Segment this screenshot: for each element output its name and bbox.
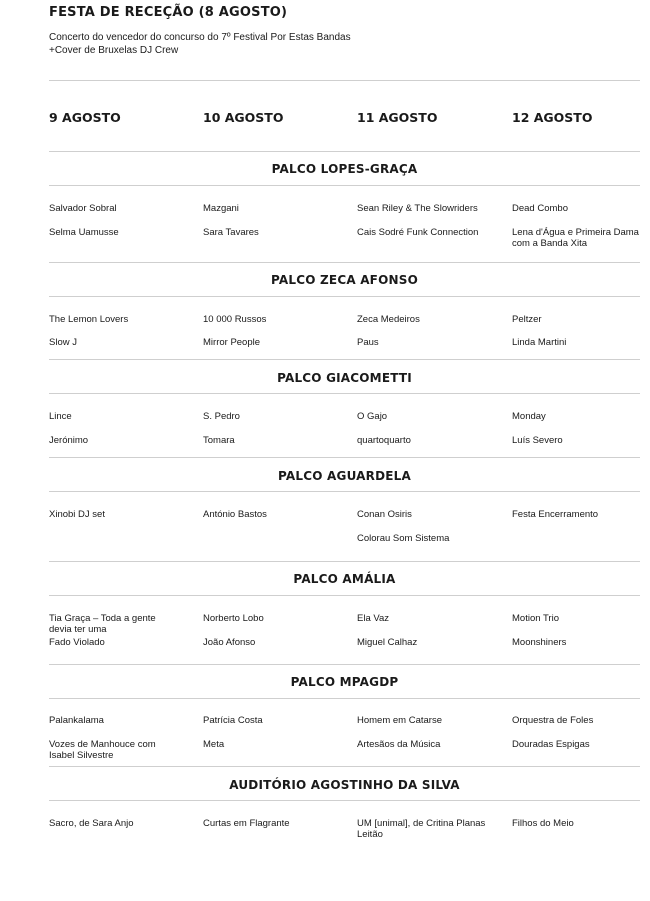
artist-name: Monday [512,411,546,422]
divider [49,457,640,458]
artist-name: Jerónimo [49,435,89,446]
artist-name: Palankalama [49,715,104,726]
artist-name: Douradas Espigas [512,739,590,750]
artist-name: Mirror People [203,337,261,348]
artist-name: Selma Uamusse [49,227,119,238]
divider [49,595,640,596]
artist-name: Linda Martini [512,337,567,348]
artist-name: Tomara [203,435,235,446]
day-header-row [49,110,640,126]
artist-name: Sara Tavares [203,227,259,238]
artist-name: Ela Vaz [357,613,390,624]
artist-name: Curtas em Flagrante [203,818,290,829]
artist-name: Artesãos da Música [357,739,441,750]
divider [49,664,640,665]
stage-title: PALCO LOPES-GRAÇA [271,162,418,176]
artist-name: quartoquarto [357,435,411,446]
artist-name: Sean Riley & The Slowriders [357,203,478,214]
artist-name: Lena d'Água e Primeira Dama com a Banda Xita [512,227,639,249]
stage-title: AUDITÓRIO AGOSTINHO DA SILVA [229,778,460,792]
artist-name: S. Pedro [203,411,240,422]
page-title: FESTA DE RECEÇÃO (8 AGOSTO) [49,5,288,20]
artist-name: Peltzer [512,314,542,325]
artist-name: Paus [357,337,379,348]
artist-name: Salvador Sobral [49,203,117,214]
artist-name: UM [unimal], de Critina Planas Leitão [357,818,486,840]
day-header: 10 AGOSTO [203,110,284,125]
divider [49,766,640,767]
divider [49,800,640,801]
artist-name: Tia Graça – Toda a gente devia ter uma [49,613,156,635]
artist-name: Fado Violado [49,637,105,648]
divider [49,698,640,699]
divider [49,262,640,263]
divider [49,359,640,360]
artist-name: Conan Osiris [357,509,412,520]
artist-name: Dead Combo [512,203,568,214]
divider [49,296,640,297]
divider [49,491,640,492]
divider [49,80,640,81]
artist-name: Slow J [49,337,77,348]
artist-name: Patrícia Costa [203,715,263,726]
artist-name: Homem em Catarse [357,715,442,726]
day-header: 9 AGOSTO [49,110,121,125]
artist-name: Norberto Lobo [203,613,264,624]
artist-name: Cais Sodré Funk Connection [357,227,479,238]
artist-name: Zeca Medeiros [357,314,420,325]
artist-name: Colorau Som Sistema [357,533,450,544]
divider [49,185,640,186]
artist-name: Xinobi DJ set [49,509,105,520]
divider [49,151,640,152]
divider [49,393,640,394]
divider [49,561,640,562]
artist-name: António Bastos [203,509,267,520]
artist-name: Lince [49,411,72,422]
stage-title: PALCO MPAGDP [290,675,399,689]
artist-name: Vozes de Manhouce com Isabel Silvestre [49,739,156,761]
artist-name: The Lemon Lovers [49,314,129,325]
artist-name: Festa Encerramento [512,509,599,520]
day-header: 12 AGOSTO [512,110,593,125]
artist-name: Motion Trio [512,613,559,624]
artist-name: Orquestra de Foles [512,715,594,726]
page-subtitle: Concerto do vencedor do concurso do 7º Festival Por Estas Bandas +Cover de Bruxelas DJ Crew [49,32,351,56]
artist-name: Mazgani [203,203,239,214]
stage-title: PALCO AGUARDELA [278,469,411,483]
artist-name: Moonshiners [512,637,567,648]
artist-name: Miguel Calhaz [357,637,418,648]
artist-name: 10 000 Russos [203,314,267,325]
artist-name: O Gajo [357,411,388,422]
stage-title: PALCO GIACOMETTI [277,371,412,385]
artist-name: Meta [203,739,225,750]
artist-name: João Afonso [203,637,256,648]
day-header: 11 AGOSTO [357,110,438,125]
artist-name: Luís Severo [512,435,563,446]
artist-name: Filhos do Meio [512,818,574,829]
stage-title: PALCO ZECA AFONSO [271,273,418,287]
artist-name: Sacro, de Sara Anjo [49,818,134,829]
stage-title: PALCO AMÁLIA [293,572,396,586]
